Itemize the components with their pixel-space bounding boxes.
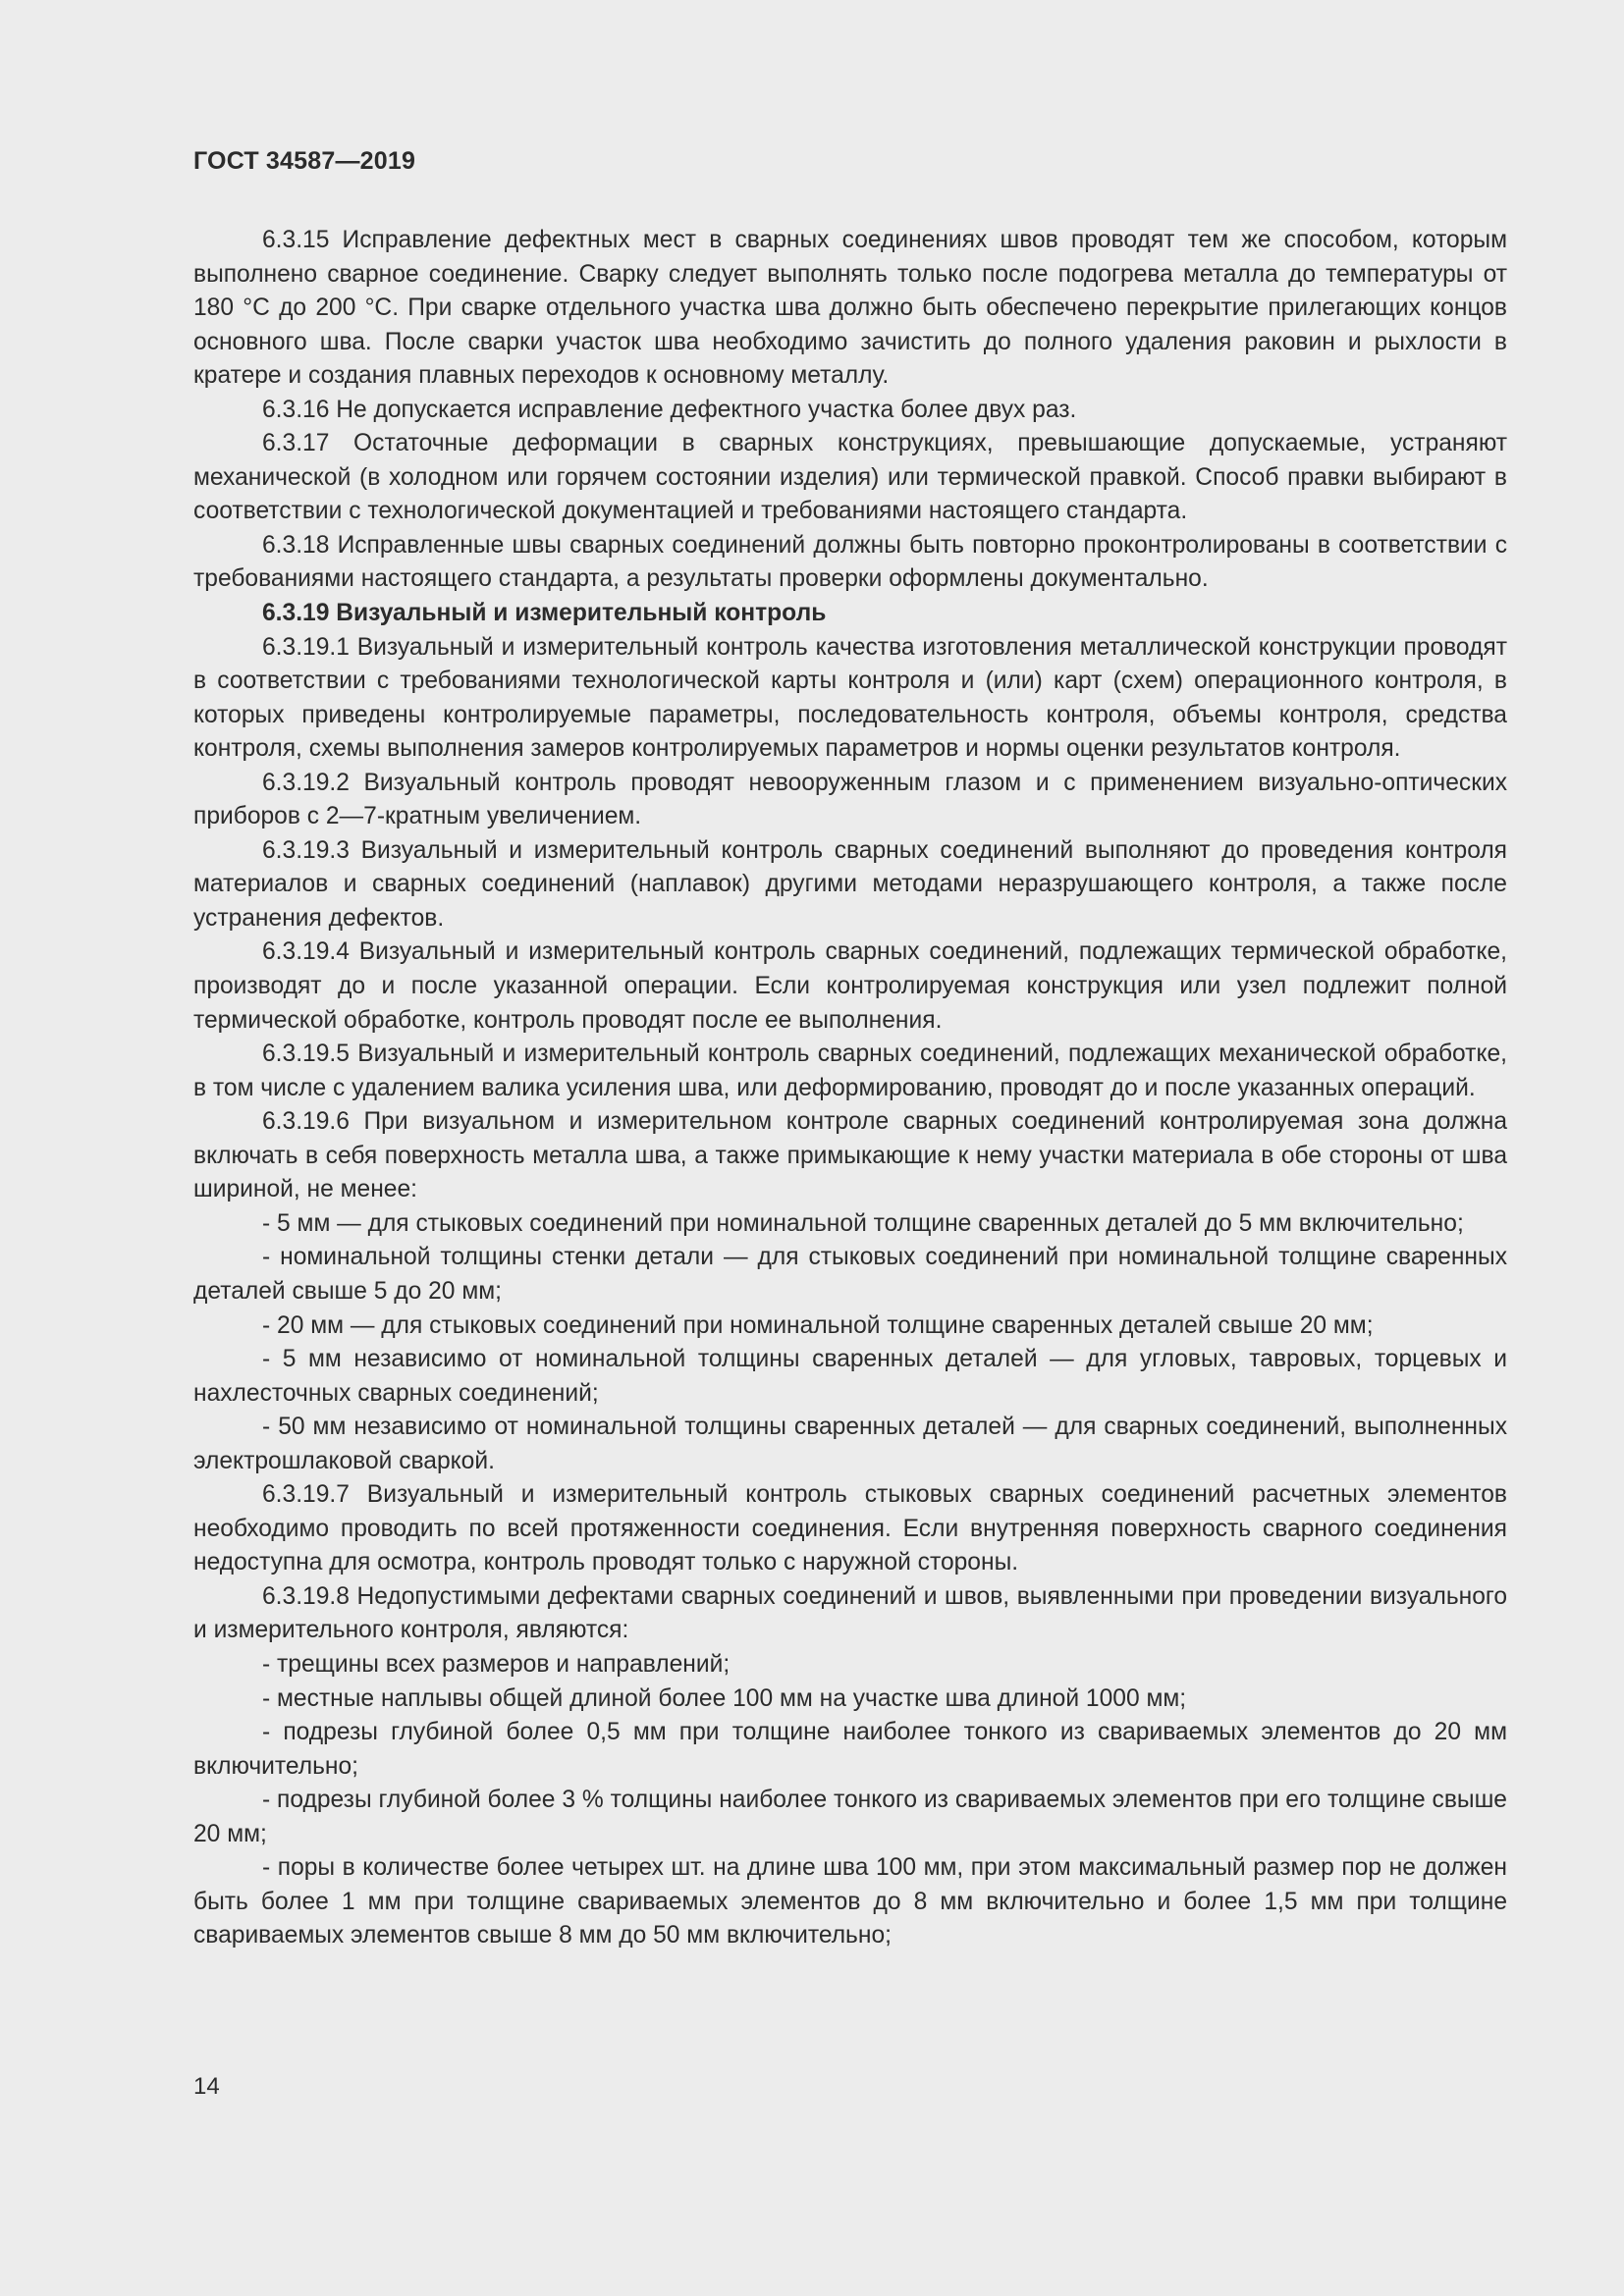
- list-item: - трещины всех размеров и направлений;: [262, 1650, 731, 1678]
- paragraph-6-3-19-1: 6.3.19.1 Визуальный и измерительный контроль качества изготовления металлической конструкции проводят в соответствии с требованиями технологической карты контроля и (или) карт (схем) операционного контроля, в которых приведены контролируемые параметры, последовательность контроля, объемы контроля, средства контроля, схемы выполнения замеров контролируемых параметров и нормы оценки результатов контроля.: [193, 633, 1507, 763]
- paragraph-6-3-17: 6.3.17 Остаточные деформации в сварных конструкциях, превышающие допускаемые, устраняют механической (в холодном или горячем состоянии изделия) или термической правкой. Способ правки выбирают в соответствии с технологической документацией и требованиями настоящего стандарта.: [193, 430, 1507, 525]
- paragraph-6-3-19-8: 6.3.19.8 Недопустимыми дефектами сварных соединений и швов, выявленными при проведении визуального и измерительного контроля, являются:: [193, 1582, 1507, 1644]
- list-item: - 5 мм — для стыковых соединений при номинальной толщине сваренных деталей до 5 мм включительно;: [262, 1209, 1464, 1237]
- paragraph-6-3-18: 6.3.18 Исправленные швы сварных соединений должны быть повторно проконтролированы в соответствии с требованиями настоящего стандарта, а результаты проверки оформлены документально.: [193, 531, 1507, 593]
- document-header: ГОСТ 34587—2019: [193, 147, 416, 175]
- list-item: - подрезы глубиной более 3 % толщины наиболее тонкого из свариваемых элементов при его толщине свыше 20 мм;: [193, 1787, 1507, 1847]
- list-item: - 5 мм независимо от номинальной толщины сваренных деталей — для угловых, тавровых, торцевых и нахлесточных сварных соединений;: [193, 1346, 1507, 1407]
- document-body: [193, 224, 1507, 1953]
- paragraph-6-3-19-7: 6.3.19.7 Визуальный и измерительный контроль стыковых сварных соединений расчетных элементов необходимо проводить по всей протяженности соединения. Если внутренняя поверхность сварного соединения недоступна для осмотра, контроль проводят только с наружной стороны.: [193, 1481, 1507, 1576]
- paragraph-6-3-15: 6.3.15 Исправление дефектных мест в сварных соединениях швов проводят тем же способом, которым выполнено сварное соединение. Сварку следует выполнять только после подогрева металла до температуры от 180 °С до 200 °С. При сварке отдельного участка шва должно быть обеспечено перекрытие прилегающих концов основного шва. После сварки участок шва необходимо зачистить до полного удаления раковин и рыхлости в кратере и создания плавных переходов к основному металлу.: [193, 227, 1507, 390]
- paragraph-6-3-19-4: 6.3.19.4 Визуальный и измерительный контроль сварных соединений, подлежащих термической обработке, производят до и после указанной операции. Если контролируемая конструкция или узел подлежит полной термической обработке, контроль проводят после ее выполнения.: [193, 938, 1507, 1034]
- list-item: - поры в количестве более четырех шт. на длине шва 100 мм, при этом максимальный размер пор не должен быть более 1 мм при толщине свариваемых элементов до 8 мм включительно и более 1,5 мм при толщине свариваемых элементов свыше 8 мм до 50 мм включительно;: [193, 1854, 1507, 1949]
- section-heading-6-3-19: 6.3.19 Визуальный и измерительный контроль: [262, 600, 827, 627]
- paragraph-6-3-19-5: 6.3.19.5 Визуальный и измерительный контроль сварных соединений, подлежащих механической обработке, в том числе с удалением валика усиления шва, или деформированию, проводят до и после указанных операций.: [193, 1041, 1507, 1101]
- page-number: 14: [193, 2073, 220, 2100]
- list-item: - 20 мм — для стыковых соединений при номинальной толщине сваренных деталей свыше 20 мм;: [262, 1311, 1374, 1339]
- list-item: - подрезы глубиной более 0,5 мм при толщине наиболее тонкого из свариваемых элементов до 20 мм включительно;: [193, 1719, 1507, 1780]
- list-item: - 50 мм независимо от номинальной толщины сваренных деталей — для сварных соединений, выполненных электрошлаковой сваркой.: [193, 1414, 1507, 1474]
- list-item: - местные наплывы общей длиной более 100 мм на участке шва длиной 1000 мм;: [262, 1684, 1187, 1712]
- list-item: - номинальной толщины стенки детали — для стыковых соединений при номинальной толщине сваренных деталей свыше 5 до 20 мм;: [193, 1244, 1507, 1305]
- paragraph-6-3-19-3: 6.3.19.3 Визуальный и измерительный контроль сварных соединений выполняют до проведения контроля материалов и сварных соединений (наплавок) другими методами неразрушающего контроля, а также после устранения дефектов.: [193, 836, 1507, 932]
- paragraph-6-3-19-2: 6.3.19.2 Визуальный контроль проводят невооруженным глазом и с применением визуально-оптических приборов с 2—7-кратным увеличением.: [193, 769, 1507, 830]
- paragraph-6-3-19-6: 6.3.19.6 При визуальном и измерительном контроле сварных соединений контролируемая зона должна включать в себя поверхность металла шва, а также примыкающие к нему участки материала в обе стороны от шва шириной, не менее:: [193, 1108, 1507, 1203]
- paragraph-6-3-16: 6.3.16 Не допускается исправление дефектного участка более двух раз.: [262, 396, 1077, 423]
